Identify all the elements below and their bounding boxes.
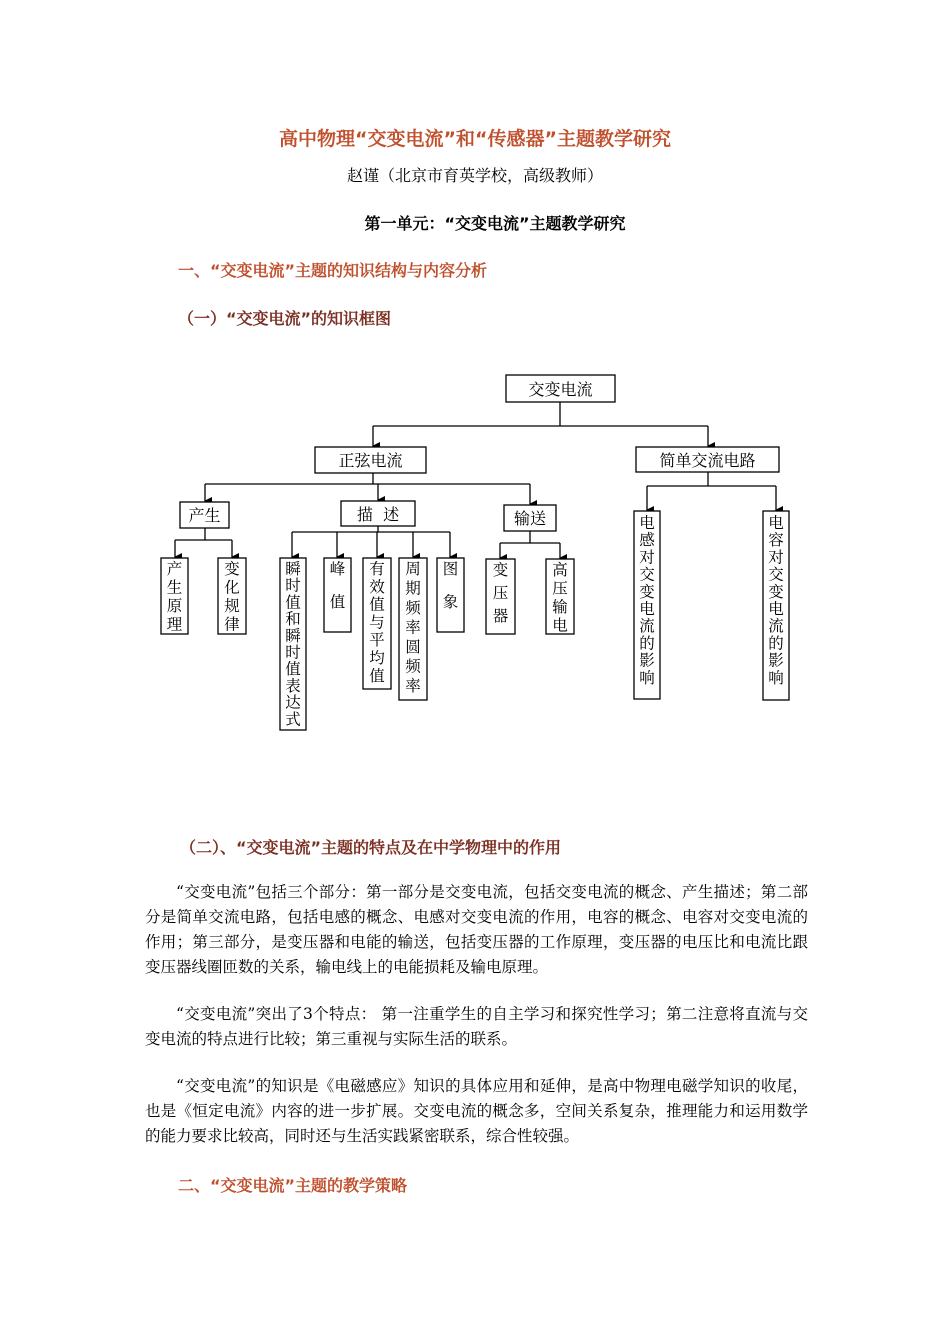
label-leaf-bianyaqi: 变压器 bbox=[492, 561, 509, 625]
label-root: 交变电流 bbox=[528, 380, 593, 399]
label-jiandan: 简单交流电路 bbox=[659, 451, 756, 470]
label-leaf-gaoya: 高压输电 bbox=[552, 561, 568, 635]
paragraph-3: “交变电流”的知识是《电磁感应》知识的具体应用和延伸，是高中物理电磁学知识的收尾，也是《恒定电流》内容的进一步扩展。交变电流的概念多，空间关系复杂，推理能力和运用数学的能力要求比较高，同时还与生活实践紧密联系，综合性较强。 bbox=[145, 1077, 808, 1145]
label-leaf-fengzhi: 峰值 bbox=[329, 560, 346, 611]
paragraph-1: “交变电流”包括三个部分：第一部分是交变电流，包括交变电流的概念、产生描述；第二部分是简单交流电路，包括电感的概念、电感对交变电流的作用，电容的概念、电容对交变电流的作用；第三部分，是变压器和电能的输送，包括变压器的工作原理，变压器的电压比和电流比跟变压器线圈匝数的关系，输电线上的电能损耗及输电原理。 bbox=[145, 883, 808, 976]
label-leaf-zhouqi: 周期频率圆频率 bbox=[405, 560, 421, 695]
label-miaoshu: 描 述 bbox=[356, 505, 400, 524]
author-line: 赵谨（北京市育英学校，高级教师） bbox=[346, 166, 603, 185]
label-leaf-diangan: 电感对交变电流的影响 bbox=[639, 514, 655, 687]
label-chansheng: 产生 bbox=[188, 506, 221, 525]
label-leaf-shunshi: 瞬时值和瞬时值表达式 bbox=[285, 560, 301, 729]
subsection-1-heading: （一）“交变电流”的知识框图 bbox=[178, 309, 392, 328]
label-leaf-yuanli: 产生原理 bbox=[166, 560, 183, 634]
section-2-heading: 二、“交变电流”主题的教学策略 bbox=[178, 1176, 408, 1195]
label-leaf-dianrong: 电容对交变电流的影响 bbox=[768, 514, 784, 687]
document-title: 高中物理“交变电流”和“传感器”主题教学研究 bbox=[279, 128, 671, 150]
label-shusong: 输送 bbox=[513, 509, 547, 528]
label-leaf-guilv: 变化规律 bbox=[224, 560, 240, 634]
subsection-2-heading: （二）、“交变电流”主题的特点及在中学物理中的作用 bbox=[180, 838, 562, 857]
label-leaf-tuxiang: 图象 bbox=[442, 560, 459, 611]
unit-heading: 第一单元：“交变电流”主题教学研究 bbox=[364, 214, 626, 233]
label-leaf-youxiao: 有效值与平均值 bbox=[369, 560, 385, 685]
section-1-heading: 一、“交变电流”主题的知识结构与内容分析 bbox=[178, 261, 488, 280]
label-zhengxuan: 正弦电流 bbox=[338, 451, 403, 470]
paragraph-2: “交变电流”突出了3个特点： 第一注重学生的自主学习和探究性学习；第二注意将直流与交变电流的特点进行比较；第三重视与实际生活的联系。 bbox=[145, 1005, 808, 1048]
